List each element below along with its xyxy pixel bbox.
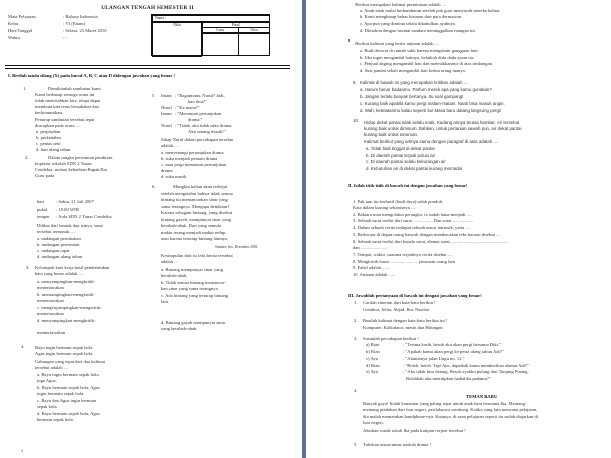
s3-q1-prompt: Carilah sinonim dari kata-kata berikut ! bbox=[363, 300, 436, 305]
meta-value-class: : VI (Enam) bbox=[63, 21, 86, 26]
q2-detail-value: : Aula SDN 2 Tunas Cendekia bbox=[56, 214, 112, 219]
q4-option-d-cont: bermain sepak bola. bbox=[37, 417, 74, 422]
q9-option-d[interactable]: d. Wah, ketelatanmu kalau seperti itu! Masa baru datang langsung pergi! bbox=[360, 108, 502, 113]
s3-q4-paragraph: Banyak gaya! Itulah komentar yang paling tepat untuk anak baru bernama Ika. Mentang- bbox=[363, 401, 527, 406]
q5-line: : "Tidak, aku tidak suka drama. bbox=[175, 123, 233, 128]
s2-item-1: 1. Pak tani itu berhasil (budi daya) salak pondoh. bbox=[353, 199, 444, 204]
q6-text: bintang gayah, mempunyai sinar yang bbox=[161, 217, 232, 222]
q4-option-a-cont: juga Agus. bbox=[37, 378, 57, 383]
q7-number: 7 bbox=[21, 449, 24, 454]
q10-option-d[interactable]: d. Kebutuhan air di dekat pantai kurang memadai bbox=[366, 166, 462, 171]
s3-q3-line-cont: Bolehkah aku menitipkan hadiahku padamu?" bbox=[406, 376, 491, 381]
q4-option-a[interactable]: a. Bayu ingin bermain sepak bola, bbox=[37, 372, 100, 377]
q8b-option-a[interactable]: a. Budi dirawat di rumah sakit karena mengalami gangguan hati. bbox=[360, 48, 479, 53]
q4-option-c-cont: sepak bola. bbox=[37, 404, 58, 409]
s3-q1-number: 1. bbox=[354, 300, 358, 305]
q6-option-b[interactable]: b. Tidak semua bintang memancar- bbox=[161, 280, 226, 285]
q6-source: Sumber: Ino, Desember 2003 bbox=[215, 245, 258, 249]
score-box bbox=[151, 14, 270, 56]
q9-number: 9. bbox=[353, 80, 357, 85]
header-divider-thin bbox=[5, 68, 290, 69]
q8b-option-c[interactable]: c. Penjual daging mengambil hati dan meletakkannya di atas timbangan. bbox=[360, 61, 494, 66]
q1-text: Demikianlah sambutan kami bbox=[48, 86, 101, 91]
meta-value-subject: : Bahasa Indonesia bbox=[63, 14, 98, 19]
q4-option-c[interactable]: c. Bayu dan Agus ingin bermain bbox=[37, 398, 97, 403]
q8-option-c[interactable]: c. Apa pun yang diminta selalu dikabulkan ayahnya. bbox=[360, 21, 457, 26]
q9-option-b[interactable]: b. Jangan terlalu banyak bertanya. Itu soal gampang! bbox=[360, 94, 464, 99]
q3-prompt: kata yang benar adalah .... bbox=[35, 271, 83, 276]
s3-q4-paragraph: mentang pindahan dari luar negeri, perilakunya sombong. Ketika yang lain mencatat pelajaran, bbox=[363, 407, 538, 412]
ortu-label: Ortu bbox=[250, 28, 258, 32]
q9-prompt: Kalimat di bawah ini yang merupakan kritikan adalah .... bbox=[360, 80, 469, 85]
q6-text: bintang itu memancarkan sinar yang bbox=[161, 197, 228, 202]
q1-text: tidak memisahkan kita, tetapi dapat bbox=[35, 98, 101, 103]
q4-option-b[interactable]: b. Bayu bermain sepak bola, Agus bbox=[37, 385, 100, 390]
q2-detail-value: : 10.00 WIB bbox=[56, 207, 79, 212]
q10-option-b[interactable]: b. Di daerah pantai terjadi polusi air bbox=[366, 153, 436, 158]
q3-option-a-cont: menertawakan bbox=[37, 285, 64, 290]
guru-signature-cell[interactable] bbox=[202, 33, 239, 57]
s2-item-9: 9. Fabel adalah ....... bbox=[353, 265, 391, 270]
paraf-label: Paraf bbox=[231, 22, 240, 27]
q1-option-d[interactable]: d. hari ulang tahun bbox=[36, 147, 71, 152]
name-label: Nama : bbox=[155, 16, 167, 20]
q6-option-a-cont: berubah-ubah. bbox=[161, 273, 188, 278]
q6-text: Mungkin kalian akan terkejut bbox=[173, 184, 228, 189]
q4-text: Agus ingin bermain sepak bola. bbox=[35, 351, 94, 356]
s2-item-6-cont: dan ....................... bbox=[353, 245, 388, 250]
q6-option-d[interactable]: d. Bintang gayah mempunyai sinar bbox=[161, 320, 226, 325]
q2-text: Cendekia, mohon kehadiran Bapak/Ibu bbox=[35, 167, 107, 172]
q6-text: berubah-ubah. Dari yang semula bbox=[161, 223, 221, 228]
q6-option-d-cont: yang berubah-ubah. bbox=[161, 326, 198, 331]
meta-label-date: Hari/Tanggal bbox=[8, 28, 33, 33]
s2-item-8: 8. Mengkritik harus ........................ perasaan orang lain bbox=[353, 259, 455, 264]
s3-q5-prompt: Tuliskan unsur-unsur naskah drama ! bbox=[363, 442, 432, 447]
q2-text: Guru pada bbox=[35, 173, 55, 178]
s3-q3-line: : "Aku tidak bisa datang. Besok ayahku pulang dari Tanjung Pinang. bbox=[403, 369, 529, 374]
q10-number: 10. bbox=[353, 118, 360, 123]
q5-line-cont: kau ikut?" bbox=[188, 99, 207, 104]
q8-option-b[interactable]: b. Kami mengharap bebas kiriman dari para dermawan. bbox=[360, 14, 463, 19]
ortu-signature-cell[interactable] bbox=[238, 33, 270, 57]
q1-text: berkomunikasi. bbox=[35, 110, 64, 115]
s2-item-1-cont: Kata dalam kurung seharusnya .... bbox=[353, 205, 416, 210]
s2-item-10: 10. Amanat adalah ...... bbox=[353, 272, 396, 277]
q8b-option-d[interactable]: d. Susi pandai sekali mengambil hati kedua orang tuanya. bbox=[360, 68, 466, 73]
exam-title: ULANGAN TENGAH SEMESTER II bbox=[101, 5, 194, 11]
s3-q3-speaker: b) Rian bbox=[366, 349, 380, 354]
s3-q2-number: 2. bbox=[354, 318, 358, 323]
meta-label-class: Kelas bbox=[8, 21, 19, 26]
q5-option-a[interactable]: a. menyenangi pertunjukan drama bbox=[161, 150, 224, 155]
q5-number: 5 bbox=[152, 93, 155, 98]
q4-prompt: tersebut adalah .... bbox=[35, 365, 69, 370]
q2-detail-label: tempat bbox=[37, 214, 50, 219]
s3-q3-speaker: a) Rian bbox=[366, 342, 380, 347]
q2-detail-value: : Sabtu, 21 Juli 2007 bbox=[56, 199, 94, 204]
nilai-cell bbox=[152, 22, 202, 57]
q5-line-cont: Aku senang musik!" bbox=[188, 129, 226, 134]
s2-item-4: 4. Dalam sebuah cerita terdapat sebuah unsur intrinsik, yaitu .... bbox=[353, 225, 470, 230]
q6-text: setelah mengetahui bahwa tidak semua bbox=[161, 191, 233, 196]
meta-label-time: Waktu bbox=[8, 35, 20, 40]
s3-q4-paragraph: dia malah memainkan handphone-nya. Katanya, di sana pelajaran seperti itu sudah diajarkan di bbox=[363, 414, 539, 419]
s3-q3-line: : "Alamatnya jalan Ungu no. 12." bbox=[403, 356, 465, 361]
s3-q3-speaker: c) Ayu bbox=[366, 356, 378, 361]
q6-option-c-cont: lain. bbox=[161, 299, 170, 304]
s3-q1-words: Gembira, Jelita, Abjad, Ibu, Nasihat bbox=[363, 307, 430, 312]
q6-number: 6. bbox=[152, 184, 156, 189]
q8-option-a[interactable]: a. Anak-anak mulai berhamburan setelah pak guru menyuruh mereka keluar. bbox=[360, 8, 501, 13]
q10-text: kurang baik untuk tanaman. bbox=[364, 132, 419, 137]
q1-prompt: diucapkan pada acara .... bbox=[35, 123, 81, 128]
meta-value-date: : Selasa, 23 Maret 2010 bbox=[63, 28, 107, 33]
q6-text: atau karena tertutup bintang lainnya. bbox=[161, 236, 229, 241]
q6-option-b-cont: kan sinar yang sama terangnya. bbox=[161, 286, 219, 291]
s3-q2-prompt: Buatlah kalimat dengan kata-kata berikut ini ! bbox=[363, 318, 448, 323]
q2-number: 2. bbox=[25, 155, 29, 160]
q3-option-c[interactable]: c. mengenyampingkan-mengeritik- bbox=[37, 305, 102, 310]
q5-line: : "Menonton pertunjukan bbox=[175, 111, 222, 116]
s2-item-2: 2. Baktara mau mengolahui perangko, ia sudah lama menjadi .... bbox=[353, 212, 472, 217]
q10-prompt: Kalimat berikut yang artinya sama dengan paragraf di atas adalah .... bbox=[364, 139, 499, 144]
q3-option-c-cont: menertawakan bbox=[37, 311, 64, 316]
header-divider-thick bbox=[5, 65, 290, 66]
q6-prompt: adalah .... bbox=[161, 259, 179, 264]
q8b-option-b[interactable]: b. Jika ingin mengambil hatinya, belaikah dulu dada ayam itu. bbox=[360, 55, 475, 60]
q10-option-c[interactable]: c. Di daerah pantai selalu kekurangan air bbox=[366, 159, 446, 164]
q4-prompt: Gabungan yang tepat dari dua kalimat bbox=[35, 359, 106, 364]
q8b-number: 8 bbox=[348, 38, 351, 43]
s3-q3-line: : "Apakah kamu akan pergi ke pesta ulang tahun Adi?" bbox=[403, 349, 504, 354]
q4-number: 4. bbox=[21, 344, 25, 349]
q2-option-c[interactable]: c. undangan rapat bbox=[37, 248, 70, 253]
q2-option-d[interactable]: d. undangan ulang tahun bbox=[37, 254, 83, 259]
s3-q3-speaker: e) Ayu bbox=[366, 369, 378, 374]
s3-q3-number: 3. bbox=[354, 336, 358, 341]
q2-text: Dalam rangka peresmian pendirian bbox=[48, 155, 113, 160]
q3-option-b-cont: menertawakan bbox=[37, 298, 64, 303]
q4-option-b-cont: ingin bermain sepak bola. bbox=[37, 391, 85, 396]
q9-option-a[interactable]: a. Harum benar badanmu. Parfum merek apa yang kamu gunakan? bbox=[360, 87, 492, 92]
section-2-heading: II. Isilah titik-titik di bawah ini dengan jawaban yang benar! bbox=[348, 183, 468, 188]
q5-speaker: Imam bbox=[161, 111, 172, 116]
q5-speaker: Nurul bbox=[161, 105, 172, 110]
q1-number: 1. bbox=[23, 86, 27, 91]
q2-prompt: tersebut termasuk .... bbox=[37, 229, 76, 234]
s3-q5-number: 5. bbox=[354, 442, 358, 447]
s2-item-5: 5. Berbicara di depan orang banyak dengan membacakan teks bacaan disebut .... bbox=[353, 232, 501, 237]
s2-item-3: 3. Sebuah surat terdiri dari surat ................. Dan surat .................. bbox=[353, 218, 474, 223]
q8-prompt: . Berikut merupakan kalimat permintaan adalah .... bbox=[353, 2, 447, 7]
s3-q3-prompt: Susunlah percakapan berikut ! bbox=[363, 336, 419, 341]
q5-line: : "Ke mana?" bbox=[175, 105, 200, 110]
q3-option-b[interactable]: b. mensampingkan-mengkritik- bbox=[37, 292, 95, 297]
s3-q4-paragraph: luar negeri. bbox=[363, 420, 384, 425]
guru-label: Guru bbox=[216, 28, 224, 32]
q5-prompt: adalah .... bbox=[161, 143, 179, 148]
q10-text: Hidup dekat pantai tidak selalu enak. Kadang airnya terasa hambar. Air tersebut bbox=[364, 120, 520, 125]
q8b-prompt: . Berikut kalimat yang berisi anjuran adalah .... bbox=[353, 41, 440, 46]
q5-prompt: Sikap Nurul dalam percakapan tersebut bbox=[161, 137, 234, 142]
q6-text: sama terangnya. Mengapa demikian? bbox=[161, 204, 230, 209]
q5-option-d[interactable]: d. suka musik bbox=[161, 174, 187, 179]
s3-q2-words: Komputer, Kalkulator, mesin dan Hitungan bbox=[363, 325, 443, 330]
s3-q4-story-title: TEMAN BARU bbox=[466, 394, 498, 399]
q3-option-a[interactable]: a. menyampingkan-mengkritik- bbox=[37, 279, 96, 284]
q2-prompt: Dilihat dari bentuk dan isinya, surat bbox=[37, 223, 103, 228]
s3-q3-line: : "Boleh, boleh. Tapi Ayu, dapatkah kamu memberikan alamat Adi?" bbox=[403, 363, 529, 368]
s2-item-7: 7. Tempat, waktu, suasana terjadinya cerita disebut .... bbox=[353, 252, 453, 257]
q2-detail-label: pukul bbox=[37, 207, 48, 212]
section-3-heading: III. Jawablah pertanyaan di bawah ini dengan jawaban yang benar! bbox=[348, 293, 482, 298]
q2-detail-label: hari bbox=[37, 199, 45, 204]
q6-option-a[interactable]: a. Bintang mempunyai sinar yang bbox=[161, 267, 223, 272]
exam-page-right bbox=[306, 0, 611, 458]
meta-value-time: : - bbox=[63, 35, 67, 40]
q10-option-a[interactable]: a. Tidak baik tinggal di dekat pantai bbox=[366, 146, 435, 151]
s3-q4-prompt: Jelaskan watak tokoh Ika pada kutipan cerpen tersebut ! bbox=[363, 428, 466, 433]
s3-q3-speaker: d) Rian bbox=[366, 363, 380, 368]
q1-option-b[interactable]: b. perkenalan bbox=[36, 135, 61, 140]
q5-speaker: Imam bbox=[161, 93, 172, 98]
q2-text: koperasi sekolah SDN 2 Tunas bbox=[35, 161, 92, 166]
q6-prompt: Kesimpulan dari isi teks berita tersebut bbox=[161, 253, 233, 258]
q1-text: membuat kita terus bersahabat dan bbox=[35, 104, 99, 109]
q9-option-c[interactable]: c. Kurang baik apabila kamu pergi malam-malam. Nanti bisa masuk angin. bbox=[360, 101, 505, 106]
q6-text: makin terang menjadi makin redup bbox=[161, 230, 226, 235]
q3-number: 3. bbox=[26, 265, 30, 270]
q2-option-a[interactable]: a. undangan pernikahan bbox=[37, 236, 81, 241]
s3-q3-line: : "Terima kasih, besok aku akan pergi bersama Diki." bbox=[403, 342, 501, 347]
q4-option-d[interactable]: d. Bayu bermain sepak bola, Agus bbox=[37, 411, 100, 416]
q4-text: Bayu ingin bermain sepak bola. bbox=[35, 345, 94, 350]
s2-item-6: 6. Sebuah surat terdiri dari kepala surat, alamat surat, .......................,......................... bbox=[353, 239, 509, 244]
meta-label-subject: Mata Pelajaran bbox=[8, 14, 36, 19]
q5-option-b[interactable]: b. suka menjadi pemain drama bbox=[161, 156, 218, 161]
q3-prompt: Kelompok kata kerja hasil pembentukan bbox=[35, 265, 110, 270]
q3-option-d[interactable]: d. menyampingkan-mengkritik- bbox=[37, 318, 96, 323]
q1-text: Kami berharap semoga acara ini bbox=[35, 92, 95, 97]
q1-option-a[interactable]: a. perpisahan bbox=[36, 129, 61, 134]
q8-option-d[interactable]: d. Dimohon dengan hormat saudara meninggalkan ruangan ini. bbox=[360, 28, 476, 33]
q5-line-cont: drama." bbox=[188, 117, 203, 122]
exam-page-left bbox=[0, 0, 295, 458]
nilai-label: Nilai bbox=[173, 22, 181, 27]
q6-text: Karena sebagian bintang, yang disebut bbox=[161, 210, 233, 215]
q5-option-c-cont: drama bbox=[161, 168, 173, 173]
q1-option-c[interactable]: c. pentas seni bbox=[36, 141, 61, 146]
s3-q4-number: 4. bbox=[354, 388, 358, 393]
q5-line: : "Bagaimana, Nurul? Jadi, bbox=[175, 93, 225, 98]
q6-option-c[interactable]: c. Ada bintang yang tertutup bintang bbox=[161, 293, 229, 298]
q10-text: kurang baik untuk diminum. Bahkan, untuk pertanian sawah pun, air dekat pantai bbox=[364, 126, 522, 131]
q3-option-d-cont: mentertawakan bbox=[37, 330, 66, 335]
q5-option-c[interactable]: c. mau pergi menonton pertunjukan bbox=[161, 162, 227, 167]
q5-speaker: Nurul bbox=[161, 123, 172, 128]
section-1-heading: I. Berilah tanda silang (X) pada huruf A, B, C atau D didengan jawaban yang benar ! bbox=[8, 73, 175, 78]
q2-option-b[interactable]: b. undangan peresmian bbox=[37, 242, 80, 247]
q1-prompt: Penutup sambutan tersebut tepat bbox=[35, 117, 95, 122]
